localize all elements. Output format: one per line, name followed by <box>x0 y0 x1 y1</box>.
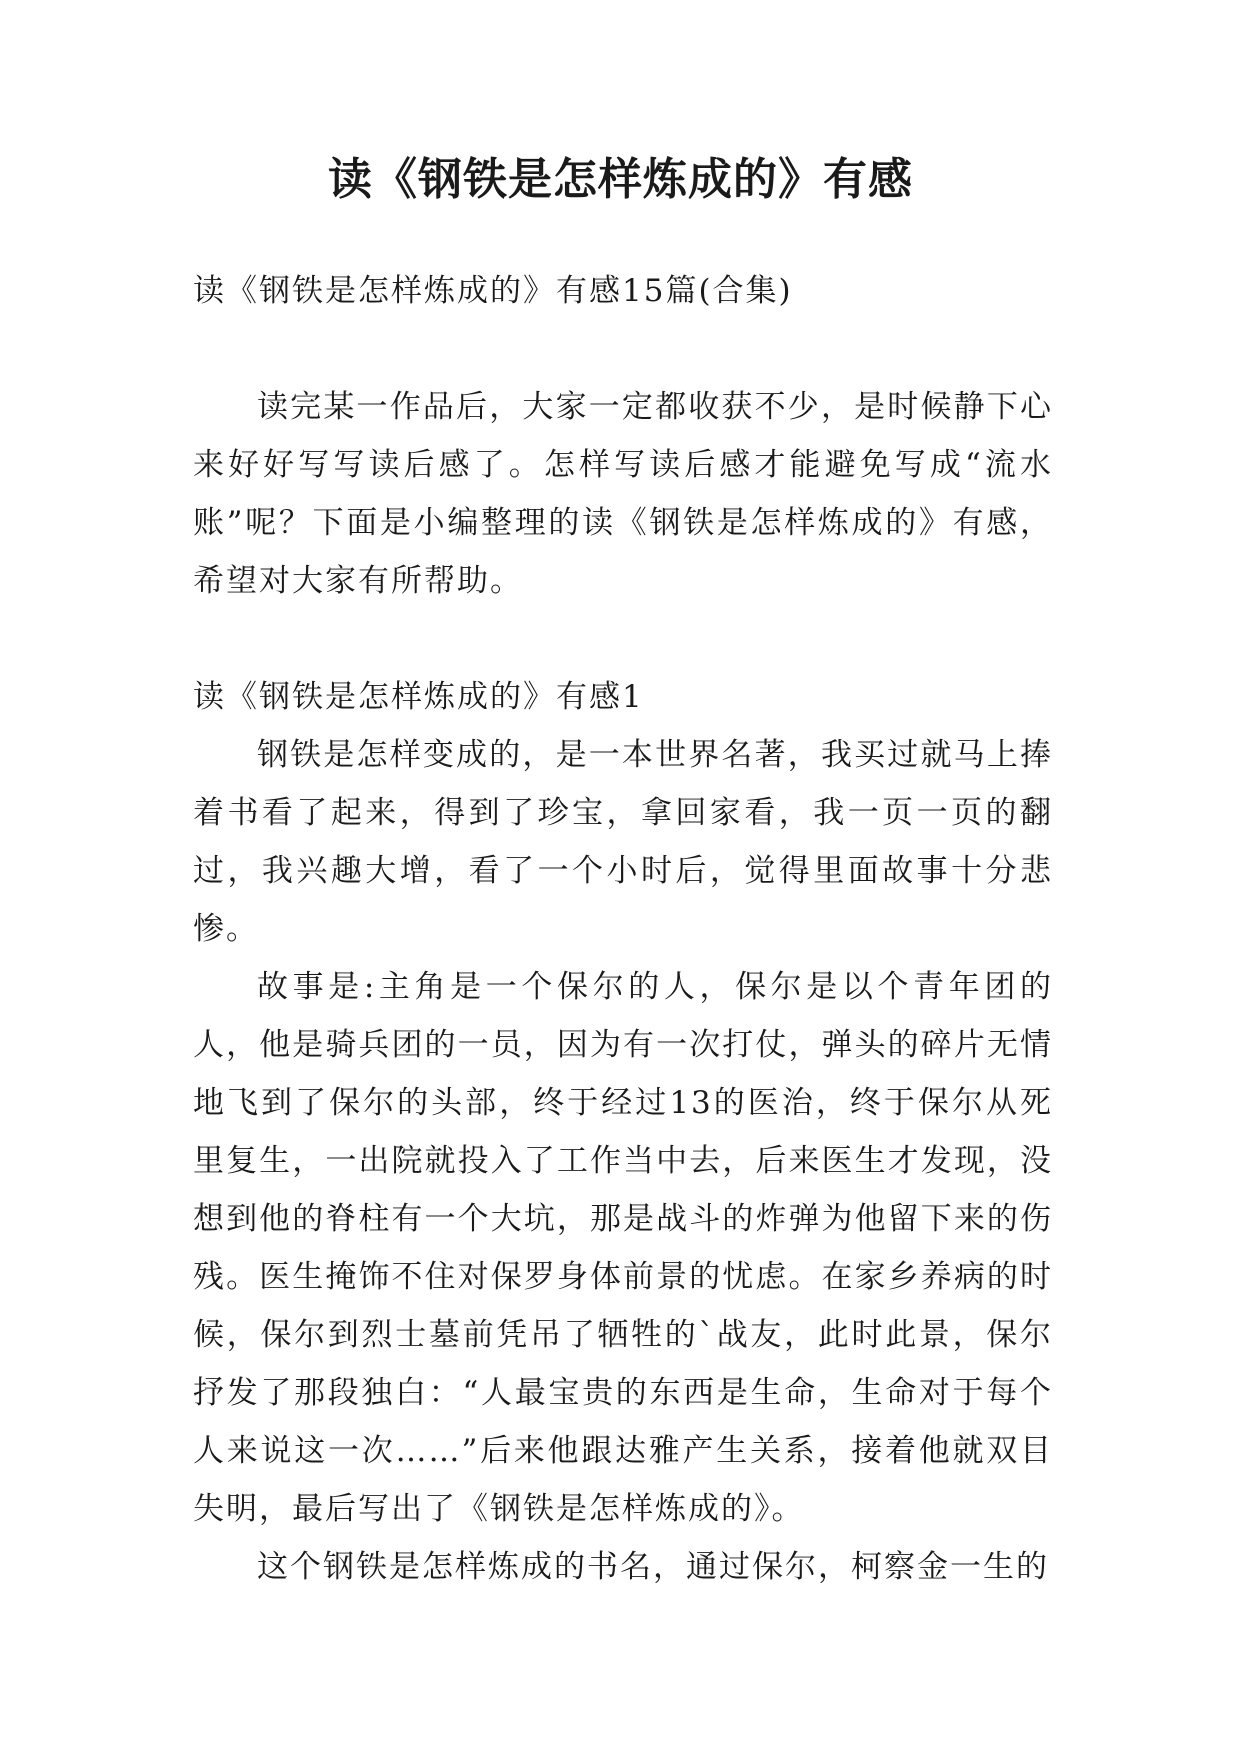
body-paragraph-2: 故事是:主角是一个保尔的人，保尔是以个青年团的人，他是骑兵团的一员，因为有一次打仗，弹头的碎片无情地飞到了保尔的头部，终于经过13的医治，终于保尔从死里复生，一出院就投入了工作当中去，后来医生才发现，没想到他的脊柱有一个大坑，那是战斗的炸弹为他留下来的伤残。医生掩饰不住对保罗身体前景的忧虑。在家乡养病的时候，保尔到烈士墓前凭吊了牺牲的`战友，此时此景，保尔抒发了那段独白：“人最宝贵的东西是生命，生命对于每个人来说这一次……”后来他跟达雅产生关系，接着他就双目失明，最后写出了《钢铁是怎样炼成的》。 <box>193 969 1053 1527</box>
body-paragraph-3: 这个钢铁是怎样炼成的书名，通过保尔，柯察金一生的 <box>257 1549 1049 1585</box>
document-body <box>193 262 1053 1596</box>
document-title: 读《钢铁是怎样炼成的》有感 <box>328 154 913 205</box>
body-paragraph-1: 钢铁是怎样变成的，是一本世界名著，我买过就马上捧着书看了起来，得到了珍宝，拿回家看，我一页一页的翻过，我兴趣大增，看了一个小时后，觉得里面故事十分悲惨。 <box>193 737 1053 947</box>
document-subtitle: 读《钢铁是怎样炼成的》有感15篇(合集) <box>193 273 793 309</box>
intro-paragraph: 读完某一作品后，大家一定都收获不少，是时候静下心来好好写写读后感了。怎样写读后感才能避免写成“流水账”呢？下面是小编整理的读《钢铁是怎样炼成的》有感，希望对大家有所帮助。 <box>193 389 1053 599</box>
section-heading: 读《钢铁是怎样炼成的》有感1 <box>193 679 644 715</box>
spacer <box>193 320 1053 378</box>
spacer <box>193 610 1053 668</box>
